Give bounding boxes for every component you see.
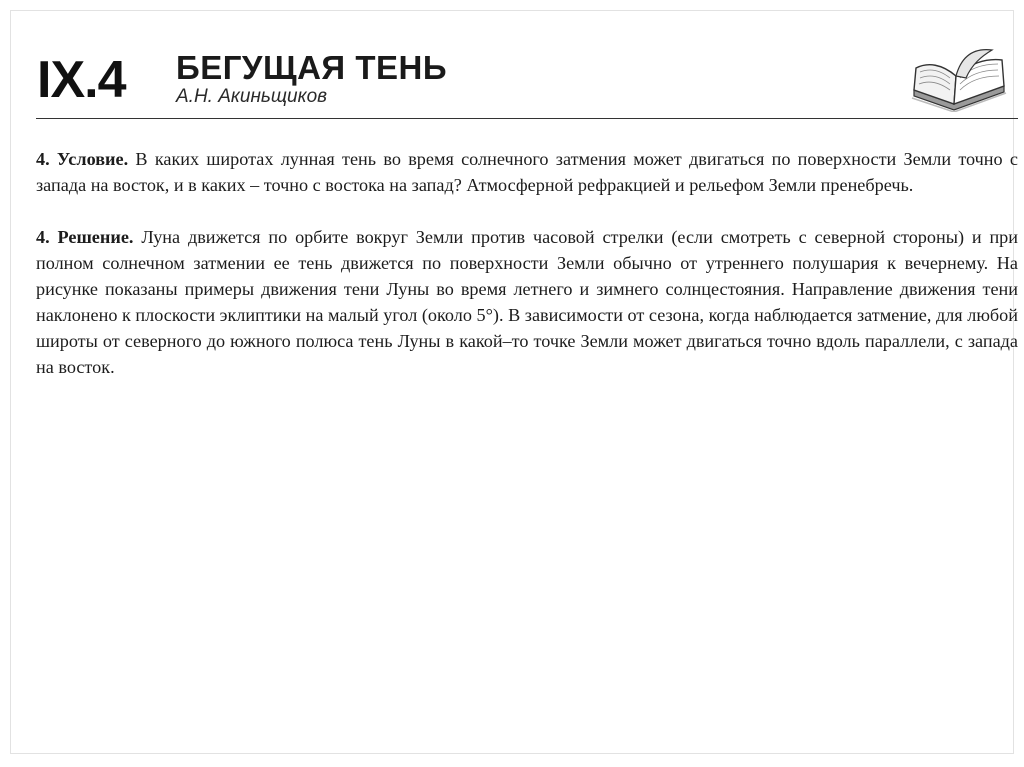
section-number: IX.4 [37,51,126,109]
open-book-icon [906,46,1010,112]
page-author: А.Н. Акиньщиков [176,86,328,107]
task-content [36,146,1018,380]
condition-paragraph [36,146,1018,198]
solution-paragraph [36,224,1018,380]
page-title: БЕГУЩАЯ ТЕНЬ [176,49,448,86]
slide-frame [10,10,1014,754]
header-divider [36,118,1018,119]
solution-heading: 4. Решение. [36,227,134,247]
condition-text: В каких широтах лунная тень во время солнечного затмения может двигаться по поверхности Земли точно с запада на восток, и в каких – точно с востока на запад? Атмосферной рефракцией и рельефом Земли пренебречь. [36,149,1018,195]
solution-text: Луна движется по орбите вокруг Земли против часовой стрелки (если смотреть с северной стороны) и при полном солнечном затмении ее тень движется по поверхности Земли обычно от утреннего полушария к вечернему. На рисунке показаны примеры движения тени Луны во время летнего и зимнего солнцестояния. Направление движения тени наклонено к плоскости эклиптики на малый угол (около 5°). В зависимости от сезона, когда наблюдается затмение, для любой широты от северного до южного полюса тень Луны в какой–то точке Земли может двигаться точно вдоль параллели, с запада на восток. [36,227,1019,377]
title-block [176,48,447,108]
slide-header [37,48,1017,118]
condition-heading: 4. Условие. [36,149,129,169]
